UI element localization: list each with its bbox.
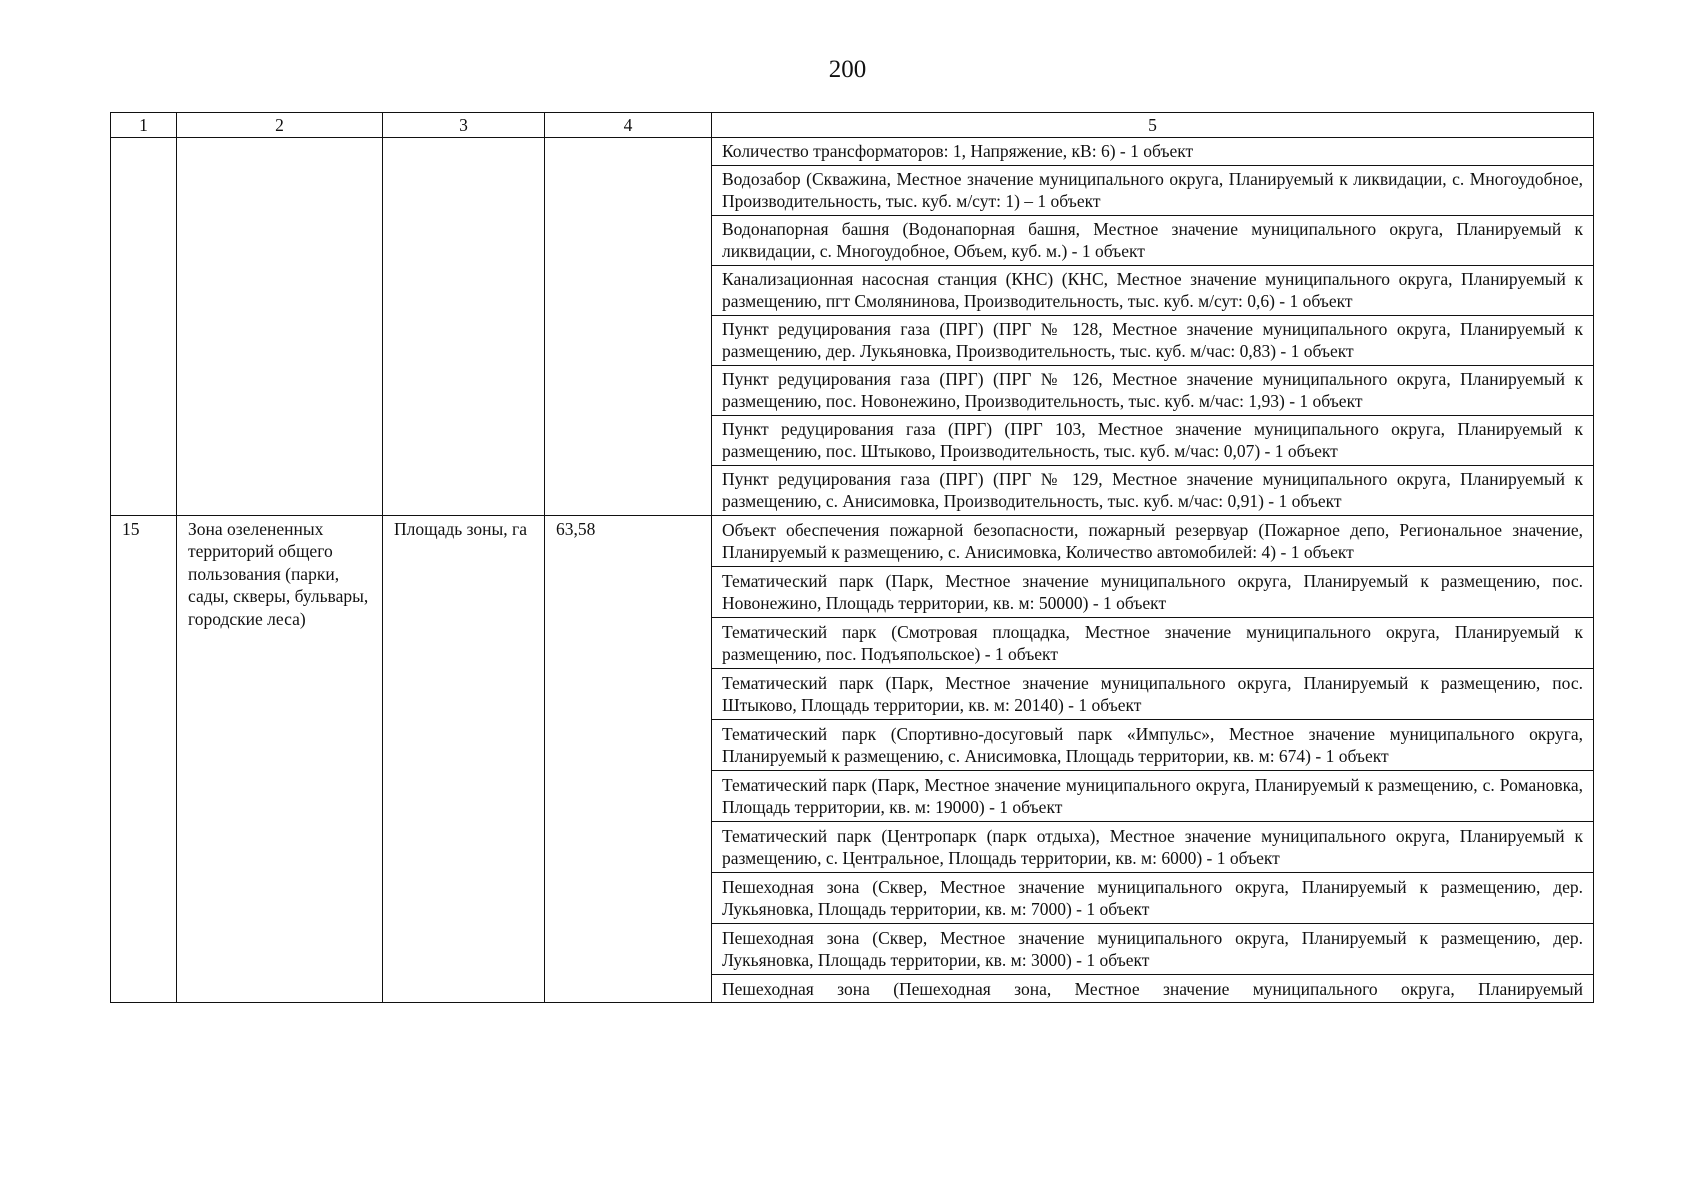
indicator-name [383, 138, 544, 140]
indicator-value [545, 138, 711, 140]
object-entry: Пешеходная зона (Сквер, Местное значение муниципального округа, Планируемый к размещению, дер. Лукьяновка, Площадь территории, кв. м: 7000) - 1 объект [712, 873, 1593, 924]
object-entry: Тематический парк (Парк, Местное значение муниципального округа, Планируемый к размещению, пос. Штыково, Площадь территории, кв. м: 20140) - 1 объект [712, 669, 1593, 720]
zone-name: Зона озелененных территорий общего пользования (парки, сады, скверы, бульвары, городские леса) [188, 518, 369, 629]
table-header-row [111, 113, 1594, 138]
row-number: 15 [122, 518, 140, 539]
object-entry: Пункт редуцирования газа (ПРГ) (ПРГ № 128, Местное значение муниципального округа, Планируемый к размещению, дер. Лукьяновка, Производительность, тыс. куб. м/час: 0,83) - 1 объект [712, 316, 1593, 366]
indicator-cell [383, 515, 545, 1002]
row-number [111, 138, 176, 140]
zone-cell [177, 138, 383, 516]
table-row [111, 515, 1594, 1002]
object-entry: Канализационная насосная станция (КНС) (КНС, Местное значение муниципального округа, Планируемый к размещению, пгт Смолянинова, Производительность, тыс. куб. м/сут: 0,6) - 1 объект [712, 266, 1593, 316]
table-row [111, 138, 1594, 516]
object-entry: Тематический парк (Спортивно-досуговый парк «Импульс», Местное значение муниципального округа, Планируемый к размещению, с. Анисимовка, Площадь территории, кв. м: 674) - 1 объект [712, 720, 1593, 771]
value-cell [545, 138, 712, 516]
planning-table [110, 112, 1594, 1003]
object-entry: Водозабор (Скважина, Местное значение муниципального округа, Планируемый к ликвидации, с. Многоудобное, Производительность, тыс. куб. м/сут: 1) – 1 объект [712, 166, 1593, 216]
row-number-cell [111, 138, 177, 516]
object-entry: Водонапорная башня (Водонапорная башня, Местное значение муниципального округа, Планируемый к ликвидации, с. Многоудобное, Объем, куб. м.) - 1 объект [712, 216, 1593, 266]
column-header-1: 1 [111, 113, 177, 138]
value-cell [545, 515, 712, 1002]
object-entry: Тематический парк (Центропарк (парк отдыха), Местное значение муниципального округа, Планируемый к размещению, с. Центральное, Площадь территории, кв. м: 6000) - 1 объект [712, 822, 1593, 873]
object-entry: Пункт редуцирования газа (ПРГ) (ПРГ № 126, Местное значение муниципального округа, Планируемый к размещению, пос. Новонежино, Производительность, тыс. куб. м/час: 1,93) - 1 объект [712, 366, 1593, 416]
object-entry: Количество трансформаторов: 1, Напряжение, кВ: 6) - 1 объект [712, 138, 1593, 166]
object-entry: Тематический парк (Смотровая площадка, Местное значение муниципального округа, Планируемый к размещению, пос. Подъяпольское) - 1 объект [712, 618, 1593, 669]
objects-cell [712, 515, 1594, 1002]
object-entry: Тематический парк (Парк, Местное значение муниципального округа, Планируемый к размещению, с. Романовка, Площадь территории, кв. м: 19000) - 1 объект [712, 771, 1593, 822]
indicator-name: Площадь зоны, га [394, 518, 528, 539]
object-entry: Пункт редуцирования газа (ПРГ) (ПРГ 103, Местное значение муниципального округа, Планируемый к размещению, пос. Штыково, Производительность, тыс. куб. м/час: 0,07) - 1 объект [712, 416, 1593, 466]
column-header-4: 4 [545, 113, 712, 138]
indicator-cell [383, 138, 545, 516]
object-entry: Объект обеспечения пожарной безопасности, пожарный резервуар (Пожарное депо, Региональное значение, Планируемый к размещению, с. Анисимовка, Количество автомобилей: 4) - 1 объект [712, 516, 1593, 567]
object-entry: Тематический парк (Парк, Местное значение муниципального округа, Планируемый к размещению, пос. Новонежино, Площадь территории, кв. м: 50000) - 1 объект [712, 567, 1593, 618]
page-number: 200 [828, 56, 867, 83]
object-entry: Пешеходная зона (Пешеходная зона, Местное значение муниципального округа, Планируемый [722, 978, 1583, 999]
row-number-cell [111, 515, 177, 1002]
object-entry: Пешеходная зона (Сквер, Местное значение муниципального округа, Планируемый к размещению, дер. Лукьяновка, Площадь территории, кв. м: 3000) - 1 объект [712, 924, 1593, 975]
object-entry: Пункт редуцирования газа (ПРГ) (ПРГ № 129, Местное значение муниципального округа, Планируемый к размещению, с. Анисимовка, Производительность, тыс. куб. м/час: 0,91) - 1 объект [722, 468, 1583, 511]
column-header-2: 2 [177, 113, 383, 138]
column-header-5: 5 [712, 113, 1594, 138]
objects-cell [712, 138, 1594, 516]
indicator-value: 63,58 [556, 518, 596, 539]
zone-cell [177, 515, 383, 1002]
column-header-3: 3 [383, 113, 545, 138]
zone-name [177, 138, 382, 140]
